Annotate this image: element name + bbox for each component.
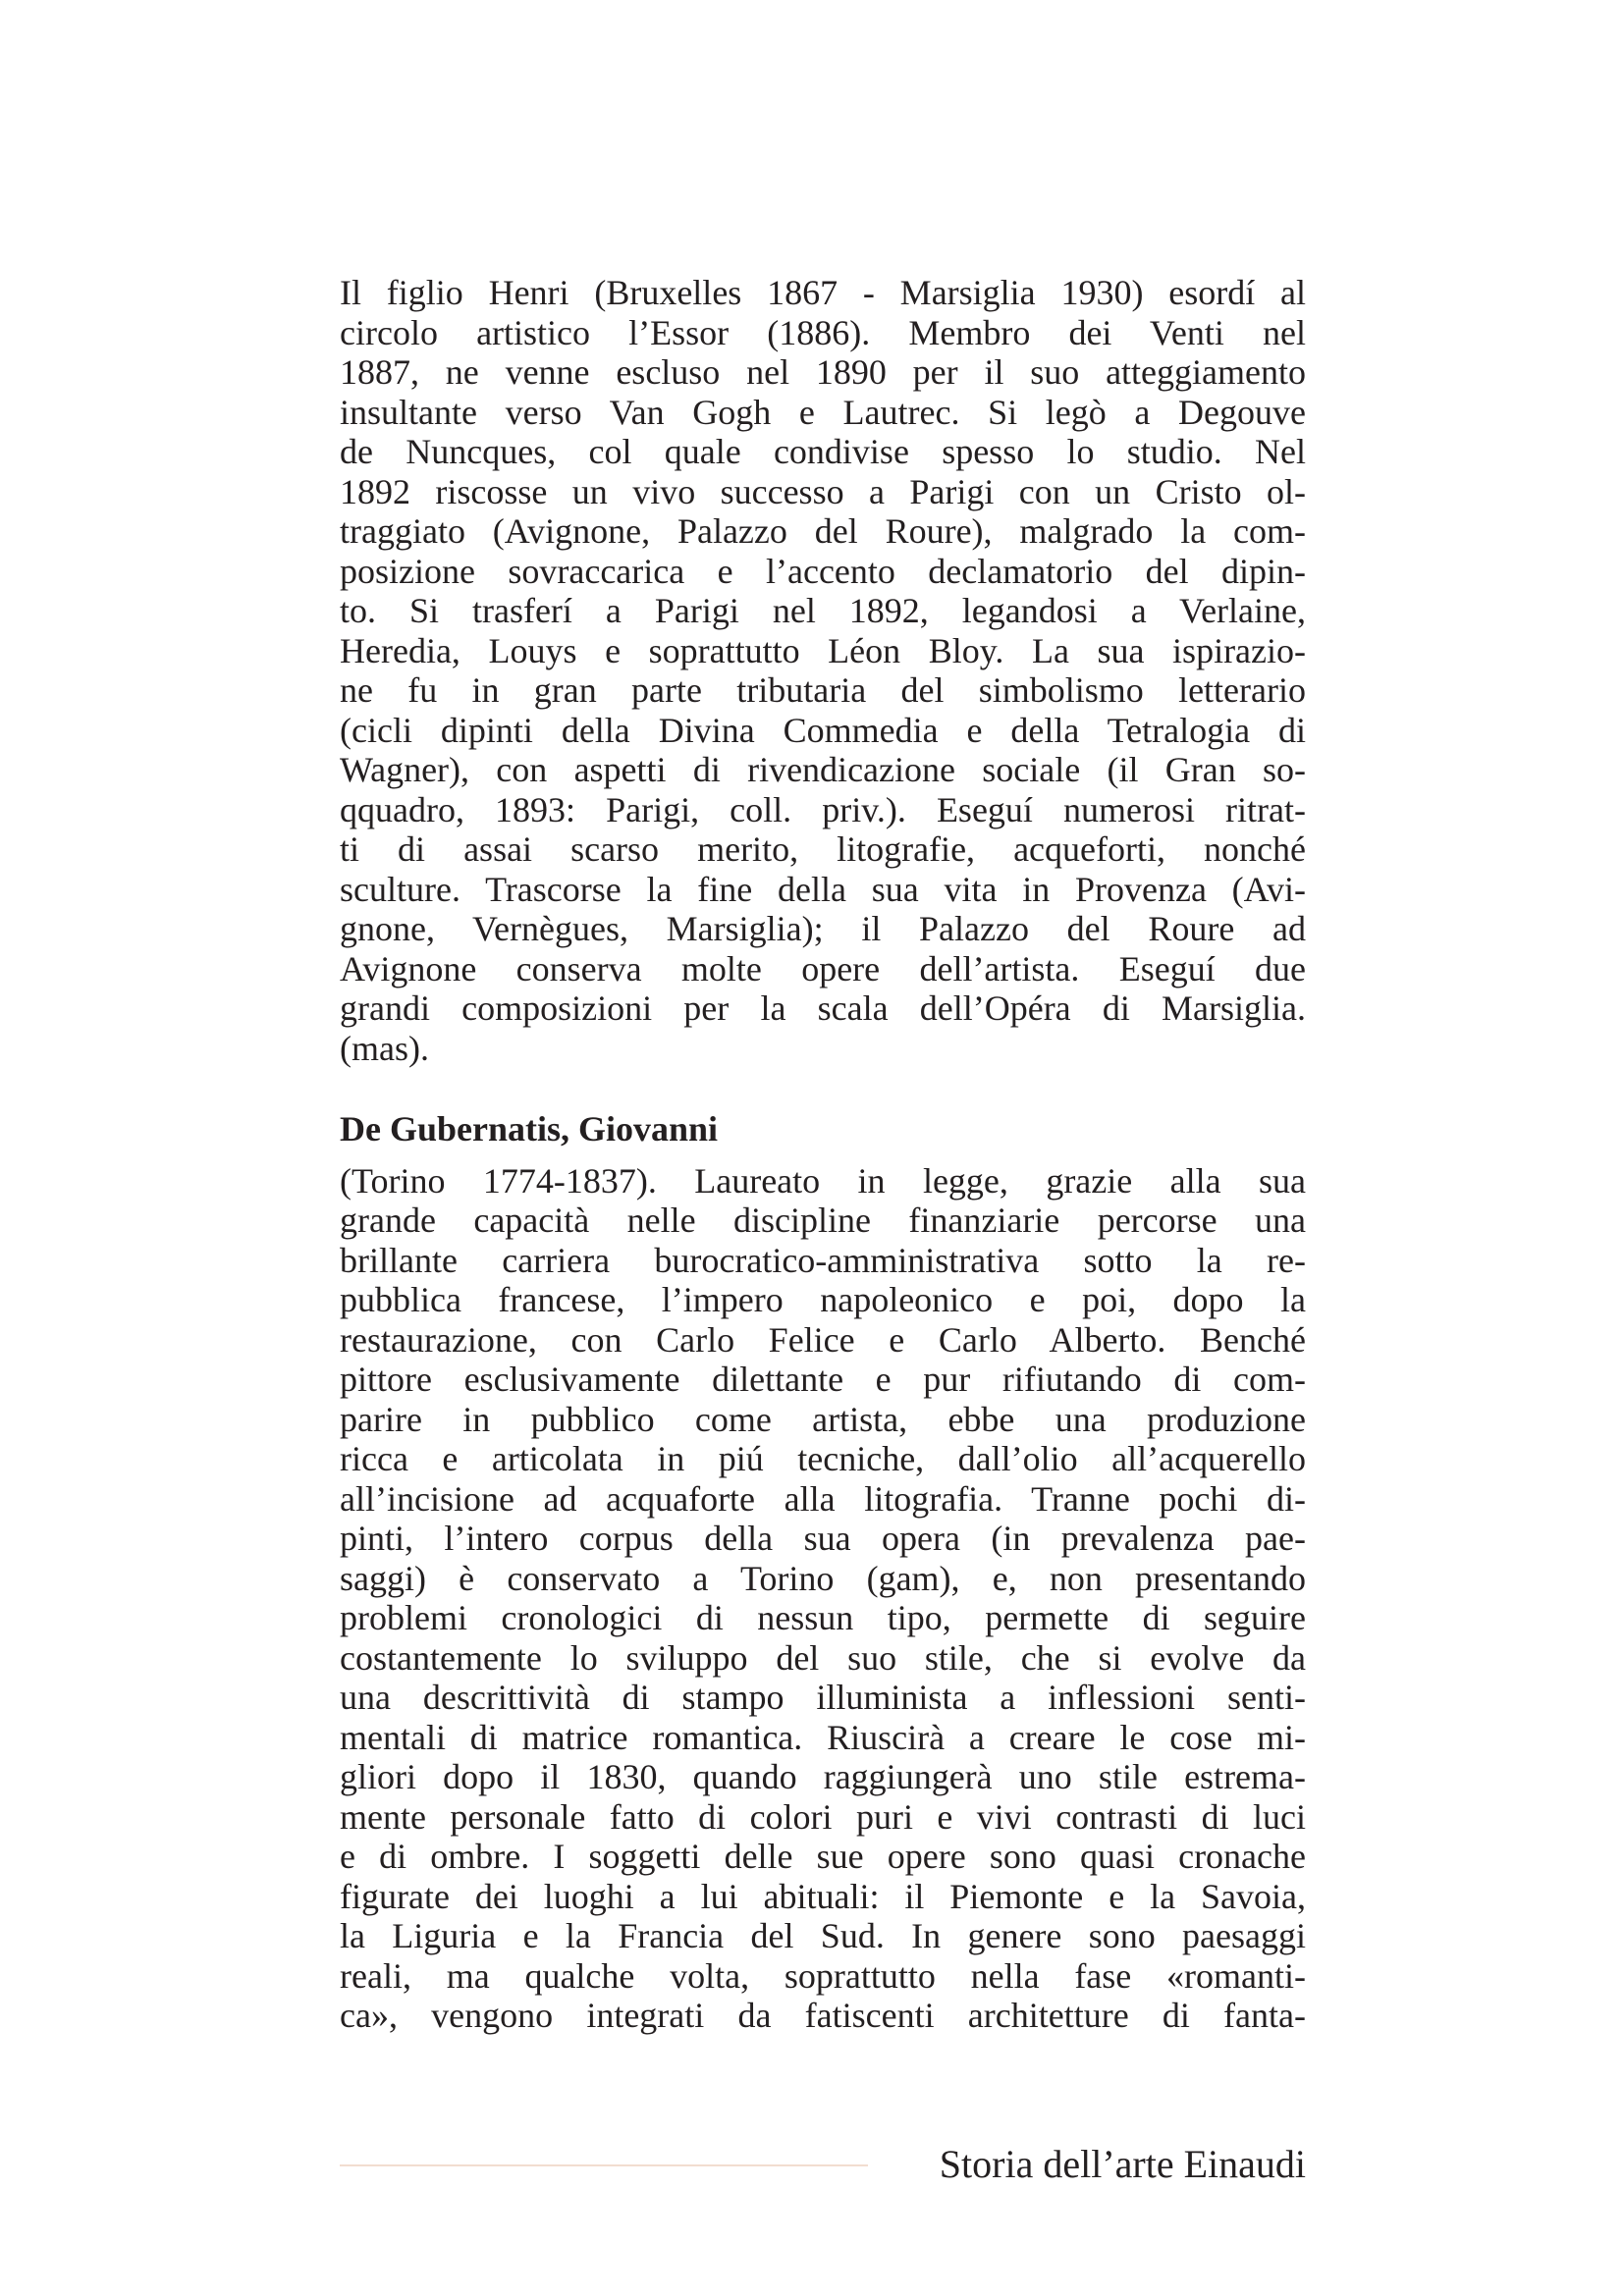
- text-line: problemi cronologici di nessun tipo, permette di seguire: [340, 1598, 1306, 1637]
- text-line: traggiato (Avignone, Palazzo del Roure), malgrado la com-: [340, 511, 1306, 551]
- text-line: figurate dei luoghi a lui abituali: il Piemonte e la Savoia,: [340, 1876, 1306, 1916]
- text-line: mente personale fatto di colori puri e vivi contrasti di luci: [340, 1796, 1306, 1837]
- text-line: e di ombre. I soggetti delle sue opere sono quasi cronache: [340, 1837, 1306, 1876]
- body-text: [340, 273, 1306, 2036]
- text-line: Il figlio Henri (Bruxelles 1867 - Marsiglia 1930) esordí al: [340, 273, 1306, 312]
- entry-henri: [340, 273, 1306, 1068]
- text-line: pubblica francese, l’impero napoleonico e poi, dopo la: [340, 1280, 1306, 1319]
- text-line: circolo artistico l’Essor (1886). Membro dei Venti nel: [340, 312, 1306, 352]
- text-line: qquadro, 1893: Parigi, coll. priv.). Eseguí numerosi ritrat-: [340, 789, 1306, 829]
- text-line: parire in pubblico come artista, ebbe una produzione: [340, 1399, 1306, 1439]
- text-line: Heredia, Louys e soprattutto Léon Bloy. La sua ispirazio-: [340, 630, 1306, 670]
- text-line: posizione sovraccarica e l’accento declamatorio del dipin-: [340, 551, 1306, 591]
- text-line: Avignone conserva molte opere dell’artista. Eseguí due: [340, 948, 1306, 988]
- text-line: 1892 riscosse un vivo successo a Parigi con un Cristo ol-: [340, 471, 1306, 511]
- footer-title: Storia dell’arte Einaudi: [939, 2142, 1306, 2186]
- text-line: la Liguria e la Francia del Sud. In genere sono paesaggi: [340, 1916, 1306, 1955]
- text-line: to. Si trasferí a Parigi nel 1892, legandosi a Verlaine,: [340, 591, 1306, 630]
- text-line: pittore esclusivamente dilettante e pur rifiutando di com-: [340, 1360, 1306, 1399]
- text-line: (Torino 1774-1837). Laureato in legge, grazie alla sua: [340, 1160, 1306, 1201]
- text-line: gnone, Vernègues, Marsiglia); il Palazzo del Roure ad: [340, 909, 1306, 948]
- text-line: Wagner), con aspetti di rivendicazione sociale (il Gran so-: [340, 750, 1306, 789]
- text-line: reali, ma qualche volta, soprattutto nella fase «romanti-: [340, 1955, 1306, 1996]
- text-line: costantemente lo sviluppo del suo stile, che si evolve da: [340, 1637, 1306, 1678]
- text-line: insultante verso Van Gogh e Lautrec. Si legò a Degouve: [340, 392, 1306, 432]
- text-line: gliori dopo il 1830, quando raggiungerà uno stile estrema-: [340, 1757, 1306, 1796]
- text-line: sculture. Trascorse la fine della sua vita in Provenza (Avi-: [340, 869, 1306, 909]
- text-line: de Nuncques, col quale condivise spesso lo studio. Nel: [340, 432, 1306, 471]
- text-line: restaurazione, con Carlo Felice e Carlo Alberto. Benché: [340, 1319, 1306, 1360]
- text-line: (mas).: [340, 1028, 429, 1068]
- text-line: mentali di matrice romantica. Riuscirà a creare le cose mi-: [340, 1717, 1306, 1757]
- text-line: 1887, ne venne escluso nel 1890 per il suo atteggiamento: [340, 352, 1306, 392]
- page-footer: [340, 2140, 1306, 2189]
- text-line: (cicli dipinti della Divina Commedia e della Tetralogia di: [340, 710, 1306, 750]
- footer-rule: [340, 2164, 868, 2166]
- entry-de-gubernatis: [340, 1109, 1306, 2036]
- text-line: una descrittività di stampo illuminista a inflessioni senti-: [340, 1678, 1306, 1717]
- entry-heading: De Gubernatis, Giovanni: [340, 1109, 719, 1148]
- text-line: ricca e articolata in piú tecniche, dall’olio all’acquerello: [340, 1439, 1306, 1478]
- text-line: ti di assai scarso merito, litografie, acqueforti, nonché: [340, 829, 1306, 869]
- text-line: grande capacità nelle discipline finanziarie percorse una: [340, 1201, 1306, 1240]
- text-line: grandi composizioni per la scala dell’Opéra di Marsiglia.: [340, 988, 1306, 1028]
- text-line: brillante carriera burocratico-amministrativa sotto la re-: [340, 1240, 1306, 1280]
- text-line: ne fu in gran parte tributaria del simbolismo letterario: [340, 670, 1306, 710]
- text-line: saggi) è conservato a Torino (gam), e, non presentando: [340, 1558, 1306, 1598]
- text-line: ca», vengono integrati da fatiscenti architetture di fanta-: [340, 1996, 1306, 2035]
- text-line: all’incisione ad acquaforte alla litografia. Tranne pochi di-: [340, 1478, 1306, 1519]
- text-line: pinti, l’intero corpus della sua opera (in prevalenza pae-: [340, 1519, 1306, 1558]
